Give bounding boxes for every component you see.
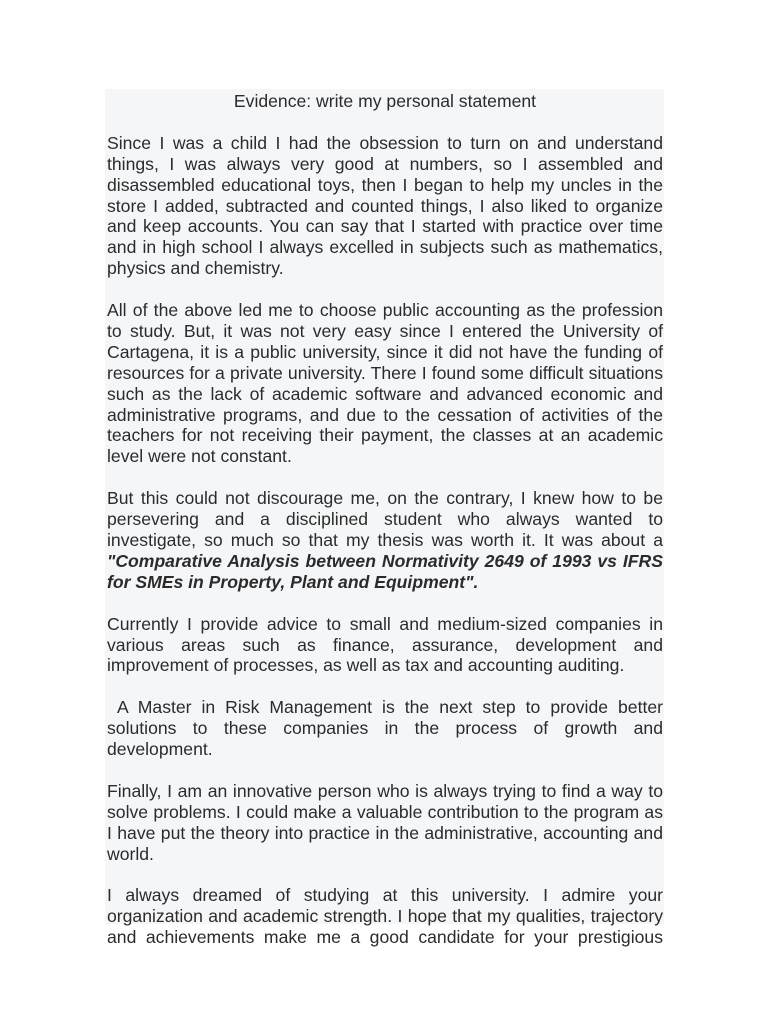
paragraph-closing: I always dreamed of studying at this university. I admire your organization and academic strength. I hope that my qualities, trajectory and achievements make me a good candidate for your prestigious — [107, 885, 663, 948]
document-body — [107, 91, 668, 969]
paragraph-finally: Finally, I am an innovative person who is always trying to find a way to solve problems. I could make a valuable contribution to the program as I have put the theory into practice in the administrative, accounting and world. — [107, 780, 663, 864]
paragraph-thesis — [107, 488, 663, 593]
thesis-lead-text: But this could not discourage me, on the contrary, I knew how to be persevering and a disciplined student who always wanted to investigate, so much so that my thesis was worth it. It was about a — [107, 488, 663, 550]
document-title: Evidence: write my personal statement — [233, 91, 537, 111]
paragraph-master: A Master in Risk Management is the next step to provide better solutions to these companies in the process of growth and development. — [107, 697, 668, 760]
document-page — [105, 89, 668, 948]
paragraph-childhood: Since I was a child I had the obsession to turn on and understand things, I was always very good at numbers, so I assembled and disassembled educational toys, then I began to help my uncles in the store I added, subtracted and counted things, I also liked to organize and keep accounts. You can say that I started with practice over time and in high school I always excelled in subjects such as mathematics, physics and chemistry. — [107, 132, 663, 279]
paragraph-university: All of the above led me to choose public accounting as the profession to study. But, it was not very easy since I entered the University of Cartagena, it is a public university, since it did not have the funding of resources for a private university. There I found some difficult situations such as the lack of academic software and advanced economic and administrative programs, and due to the cessation of activities of the teachers for not receiving their payment, the classes at an academic level were not constant. — [107, 300, 663, 467]
paragraph-current-work: Currently I provide advice to small and medium-sized companies in various areas such as finance, assurance, development and improvement of processes, as well as tax and accounting auditing. — [107, 613, 663, 676]
thesis-title: "Comparative Analysis between Normativity 2649 of 1993 vs IFRS for SMEs in Property, Plant and Equipment". — [107, 550, 663, 592]
